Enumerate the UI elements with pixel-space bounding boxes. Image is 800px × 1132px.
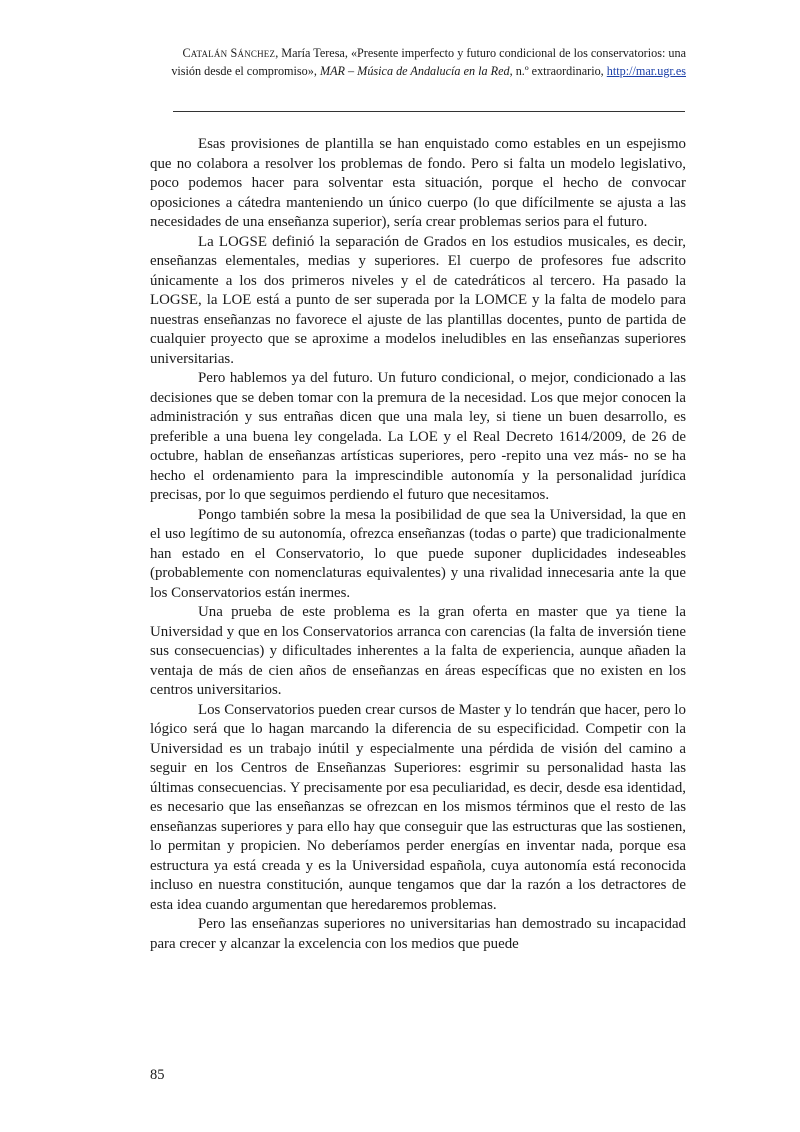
header-journal: MAR – Música de Andalucía en la Red [319,63,510,78]
paragraph: Una prueba de este problema es la gran oferta en master que ya tiene la Universidad y que en los Conservatorios arranca con carencias (la falta de inversión tiene sus consecuencias) y dificultades inherentes a la falta de experiencia, aunque añaden la ventaja de más de cien años de enseñanzas en áreas específicas que no existen en los centros universitarios. [150,604,686,698]
paragraph: Pero las enseñanzas superiores no universitarias han demostrado su incapacidad para crecer y alcanzar la excelencia con los medios que puede [150,916,686,952]
paragraph: Esas provisiones de plantilla se han enquistado como estables en un espejismo que no colabora a resolver los problemas de fondo. Pero si falta un modelo legislativo, poco podemos hacer para solventar esta situación, porque el hecho de convocar oposiciones a cátedra manteniendo un único cuerpo (lo que difícilmente se ajusta a las necesidades de una enseñanza superior), sería crear problemas serios para el futuro. [150,136,686,230]
header-issue: , n.º extraordinario, [509,63,607,78]
header-url-link[interactable]: http://mar.ugr.es [606,63,686,78]
header-author-surname: Catalán Sánchez [182,46,276,60]
page-number: 85 [150,1067,165,1083]
header-divider [173,111,685,112]
paragraph: La LOGSE definió la separación de Grados en los estudios musicales, es decir, enseñanzas elementales, medias y superiores. El cuerpo de profesores fue adscrito únicamente a los dos primeros niveles y el de catedráticos al tercero. Ha pasado la LOGSE, la LOE está a punto de ser superada por la LOMCE y la falta de modelo para nuestras enseñanzas no favorece el ajuste de las plantillas docentes, punto de partida de cualquier proyecto que se aproxime a modelos ineludibles en las enseñanzas superiores universitarias. [150,233,686,367]
paragraph: Pero hablemos ya del futuro. Un futuro condicional, o mejor, condicionado a las decisiones que se deben tomar con la premura de la necesidad. Los que mejor conocen la administración y sus entrañas dicen que una mala ley, si tiene un buen desarrollo, es preferible a una buena ley congelada. La LOE y el Real Decreto 1614/2009, de 26 de octubre, hablan de enseñanzas artísticas superiores, pero -repito una vez más- no se ha hecho el ordenamiento para la imprescindible autonomía y la personalidad jurídica precisas, por lo que seguimos perdiendo el futuro que necesitamos. [150,370,686,503]
paragraph: Los Conservatorios pueden crear cursos de Master y lo tendrán que hacer, pero lo lógico será que lo hagan marcando la diferencia de su especificidad. Competir con la Universidad es un trabajo inútil y especialmente una pérdida de visión del camino a seguir en los Centros de Enseñanzas Superiores: esgrimir su personalidad hasta las últimas consecuencias. Y precisamente por esa peculiaridad, es decir, desde esa identidad, es necesario que las enseñanzas se ofrezcan en los mismos términos que el resto de las enseñanzas superiores y para ello hay que conseguir que las estructuras que las sostienen, lo permitan y propicien. No deberíamos perder energías en inventar nada, porque esa estructura ya está creada y es la Universidad española, cuya autonomía está reconocida incluso en nuestra constitución, aunque tengamos que dar la razón a los detractores de esta idea cuando argumentan que heredaremos problemas. [150,701,686,913]
body-text [150,135,686,954]
header-citation: , María Teresa, «Presente imperfecto y futuro condicional de los conservatorios: una visión desde el compromiso», [171,46,686,78]
running-header [166,45,686,80]
paragraph: Pongo también sobre la mesa la posibilidad de que sea la Universidad, la que en el uso legítimo de su autonomía, ofrezca enseñanzas (todas o parte) que tradicionalmente han estado en el Conservatorio, lo que puede suponer duplicidades indeseables (probablemente con nomenclaturas equivalentes) y una rivalidad innecesaria ante la que los Conservatorios están inermes. [150,506,686,601]
